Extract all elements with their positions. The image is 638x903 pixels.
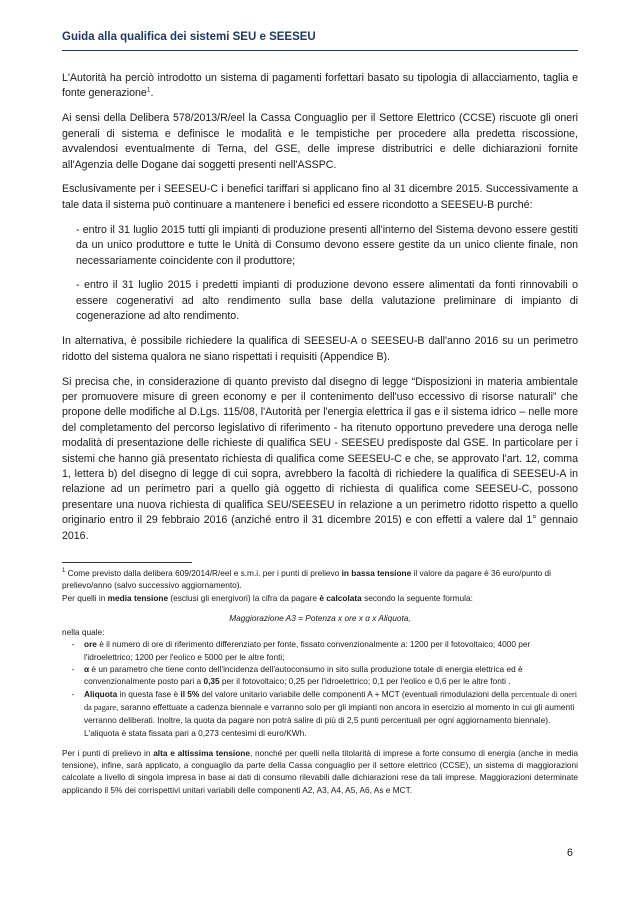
paragraph-text: L'Autorità ha perciò introdotto un sistema di pagamenti forfettari basato su tipologia di allacciamento, taglia e fonte generazione [62, 72, 578, 100]
footnote-bold: è calcolata [319, 592, 362, 603]
running-header: Guida alla qualifica dei sistemi SEU e SEESEU [62, 31, 316, 43]
footnote-text: per il fotovoltaico; 0,25 per l'idroelettrico; 0,1 per l'eolico e 0,6 per le altre fonti . [219, 676, 511, 687]
footnote-list [62, 638, 578, 738]
formula: Maggiorazione A3 = Potenza x ore x α x Aliquota, [229, 612, 411, 623]
list-item [62, 638, 578, 663]
footnote-text: , nonché per quelli nella titolarità di imprese a forte consumo di energia (anche in media tensione), infine, sarà applicato, a conguaglio da parte della Cassa conguaglio per il settore elettrico (CCSE), un sistema di maggiorazioni calcolate a livello di singola impresa in base ai dati di consumo rilevabili dalle dichiarazioni rese da tali imprese. Maggiorazioni determinate applicando il 5% dei corrispettivi unitari variabili delle componenti A2, A3, A4, A5, A6, As e MCT. [62, 747, 578, 795]
footnote-text: è un parametro che tiene conto dell'incidenza dell'autoconsumo in sito sulla produzione totale di energia elettrica ed è convenzionalmente posto pari a [84, 664, 523, 687]
footnote-text: è il numero di ore di riferimento differenziato per fonte, fissato convenzionalmente a: 1200 per il fotovoltaico; 4000 per l'idroelettrico; 1200 per l'eolico e 5000 per le altre fonti; [84, 639, 531, 662]
footnote-number: 1 [62, 568, 66, 575]
paragraph-text: . [150, 87, 154, 100]
footnote-line [62, 747, 578, 796]
list-item: - entro il 31 luglio 2015 tutti gli impianti di produzione presenti all'interno del Sistema devono essere gestiti da un unico produttore e tutte le Unità di Consumo devono essere gestite da un unico cliente finale, non necessariamente coincidente con il produttore; [76, 223, 578, 267]
list-item: - entro il 31 luglio 2015 i predetti impianti di produzione devono essere alimentati da fonti rinnovabili o essere cogenerativi ad alto rendimento sulla base della valutazione preliminare di impianto di cogenerazione ad alto rendimento. [76, 279, 578, 323]
term-bold: il 5% [180, 688, 200, 699]
list-item-text [84, 663, 578, 688]
paragraph: Ai sensi della Delibera 578/2013/R/eel la Cassa Conguaglio per il Settore Elettrico (CCSE) riscuote gli oneri generali di sistema e definisce le modalità e le tempistiche per procedere alla predetta riscossione, avvalendosi eventualmente di Terna, del GSE, delle imprese distributrici e delle dichiarazioni fornite all'Agenzia delle Dogane dai soggetti presenti nell'ASSPC. [62, 112, 578, 171]
footnote-text: (esclusi gli energivori) la cifra da pagare [168, 592, 320, 603]
term-bold: α [84, 664, 90, 675]
footnote-text: del valore unitario variabile delle componenti A + MCT (eventuali rimodulazioni della [199, 688, 512, 699]
footnote-text: secondo la seguente formula: [361, 592, 473, 603]
footnote-line [62, 567, 578, 592]
footnote [62, 567, 578, 796]
paragraph: Esclusivamente per i SEESEU-C i benefici tariffari si applicano fino al 31 dicembre 2015. Successivamente a tale data il sistema può continuare a mantenere i benefici ed essere ricondotto a SEESEU-B purché: [62, 183, 578, 211]
footnote-line: nella quale: [62, 627, 105, 638]
list-dash: - [71, 664, 75, 675]
list-item [62, 663, 578, 688]
list-item-text [84, 688, 578, 739]
footnote-bold: in bassa tensione [341, 568, 412, 578]
footnote-text: il valore da pagare è 36 euro/punto di prelievo/anno (salvo successivo aggiornamento). [62, 568, 551, 591]
footnote-bold: media tensione [107, 592, 169, 603]
footnote-bold: alta e altissima tensione [153, 747, 250, 758]
paragraph [62, 71, 578, 102]
term-bold: ore [84, 639, 97, 650]
footnote-text: percentuale di oneri da pagare [84, 689, 578, 712]
footnote-line [62, 592, 578, 604]
main-body [62, 71, 578, 553]
term-bold: 0,35 [203, 676, 220, 687]
list-item [62, 688, 578, 739]
term-bold: Aliquota [84, 688, 118, 699]
footnote-text: Come previsto dalla delibera 609/2014/R/eel e s.m.i. per i punti di prelievo [65, 568, 342, 578]
paragraph: Si precisa che, in considerazione di quanto previsto dal disegno di legge “Disposizioni in materia ambientale per promuovere misure di green economy e per il contenimento dell'uso eccessivo di risorse naturali” che propone delle modifiche al D.Lgs. 115/08, l'Autorità per l'energia elettrica il gas e il sistema idrico – nelle more del completamento del percorso legislativo di riferimento - ha ritenuto opportuno prevedere una deroga nelle modalità di presentazione delle richieste di qualifica SEU - SEESEU predisposte dal GSE. In particolare per i sistemi che hanno già presentato richiesta di qualifica come SEESEU-C e che, se approvato l'art. 12, comma 1, lettera b) del disegno di legge di cui sopra, avrebbero la facoltà di richiedere la qualifica di SEESEU-A in relazione ad un perimetro pari a quello già oggetto di richiesta di qualifica come SEESEU-C, possono presentare una nuova richiesta di qualifica SEU/SEESEU in relazione a un perimetro ridotto rispetto a quello originario entro il 29 febbraio 2016 (anziché entro il 31 dicembre 2015) e con effetti a valere dal 1° gennaio 2016. [62, 375, 578, 542]
page-number: 6 [567, 847, 573, 859]
header-rule [62, 50, 578, 51]
list-dash: - [71, 639, 75, 650]
list-item-text [84, 638, 578, 663]
footnote-text: , saranno effettuate a cadenza biennale e varranno solo per gli impianti non ancora in esercizio al momento in cui gli aumenti verranno deliberati. Inoltre, la quota da pagare non potrà salire di più di 2,5 punti percentuali per ogni aggiornamento biennale). L'aliquota è stata fissata pari a 0,273 centesimi di euro/KWh. [84, 701, 575, 738]
footnote-separator [62, 562, 192, 563]
footnote-text: Per i punti di prelievo in [62, 747, 154, 758]
footnote-text: in questa fase è [117, 688, 181, 699]
footnote-ref[interactable]: 1 [146, 86, 151, 94]
paragraph: In alternativa, è possibile richiedere la qualifica di SEESEU-A o SEESEU-B dall'anno 2016 su un perimetro ridotto del sistema qualora ne siano rispettati i requisiti (Appendice B). [62, 335, 578, 363]
footnote-text: Per quelli in [62, 592, 108, 603]
list-dash: - [71, 688, 75, 699]
